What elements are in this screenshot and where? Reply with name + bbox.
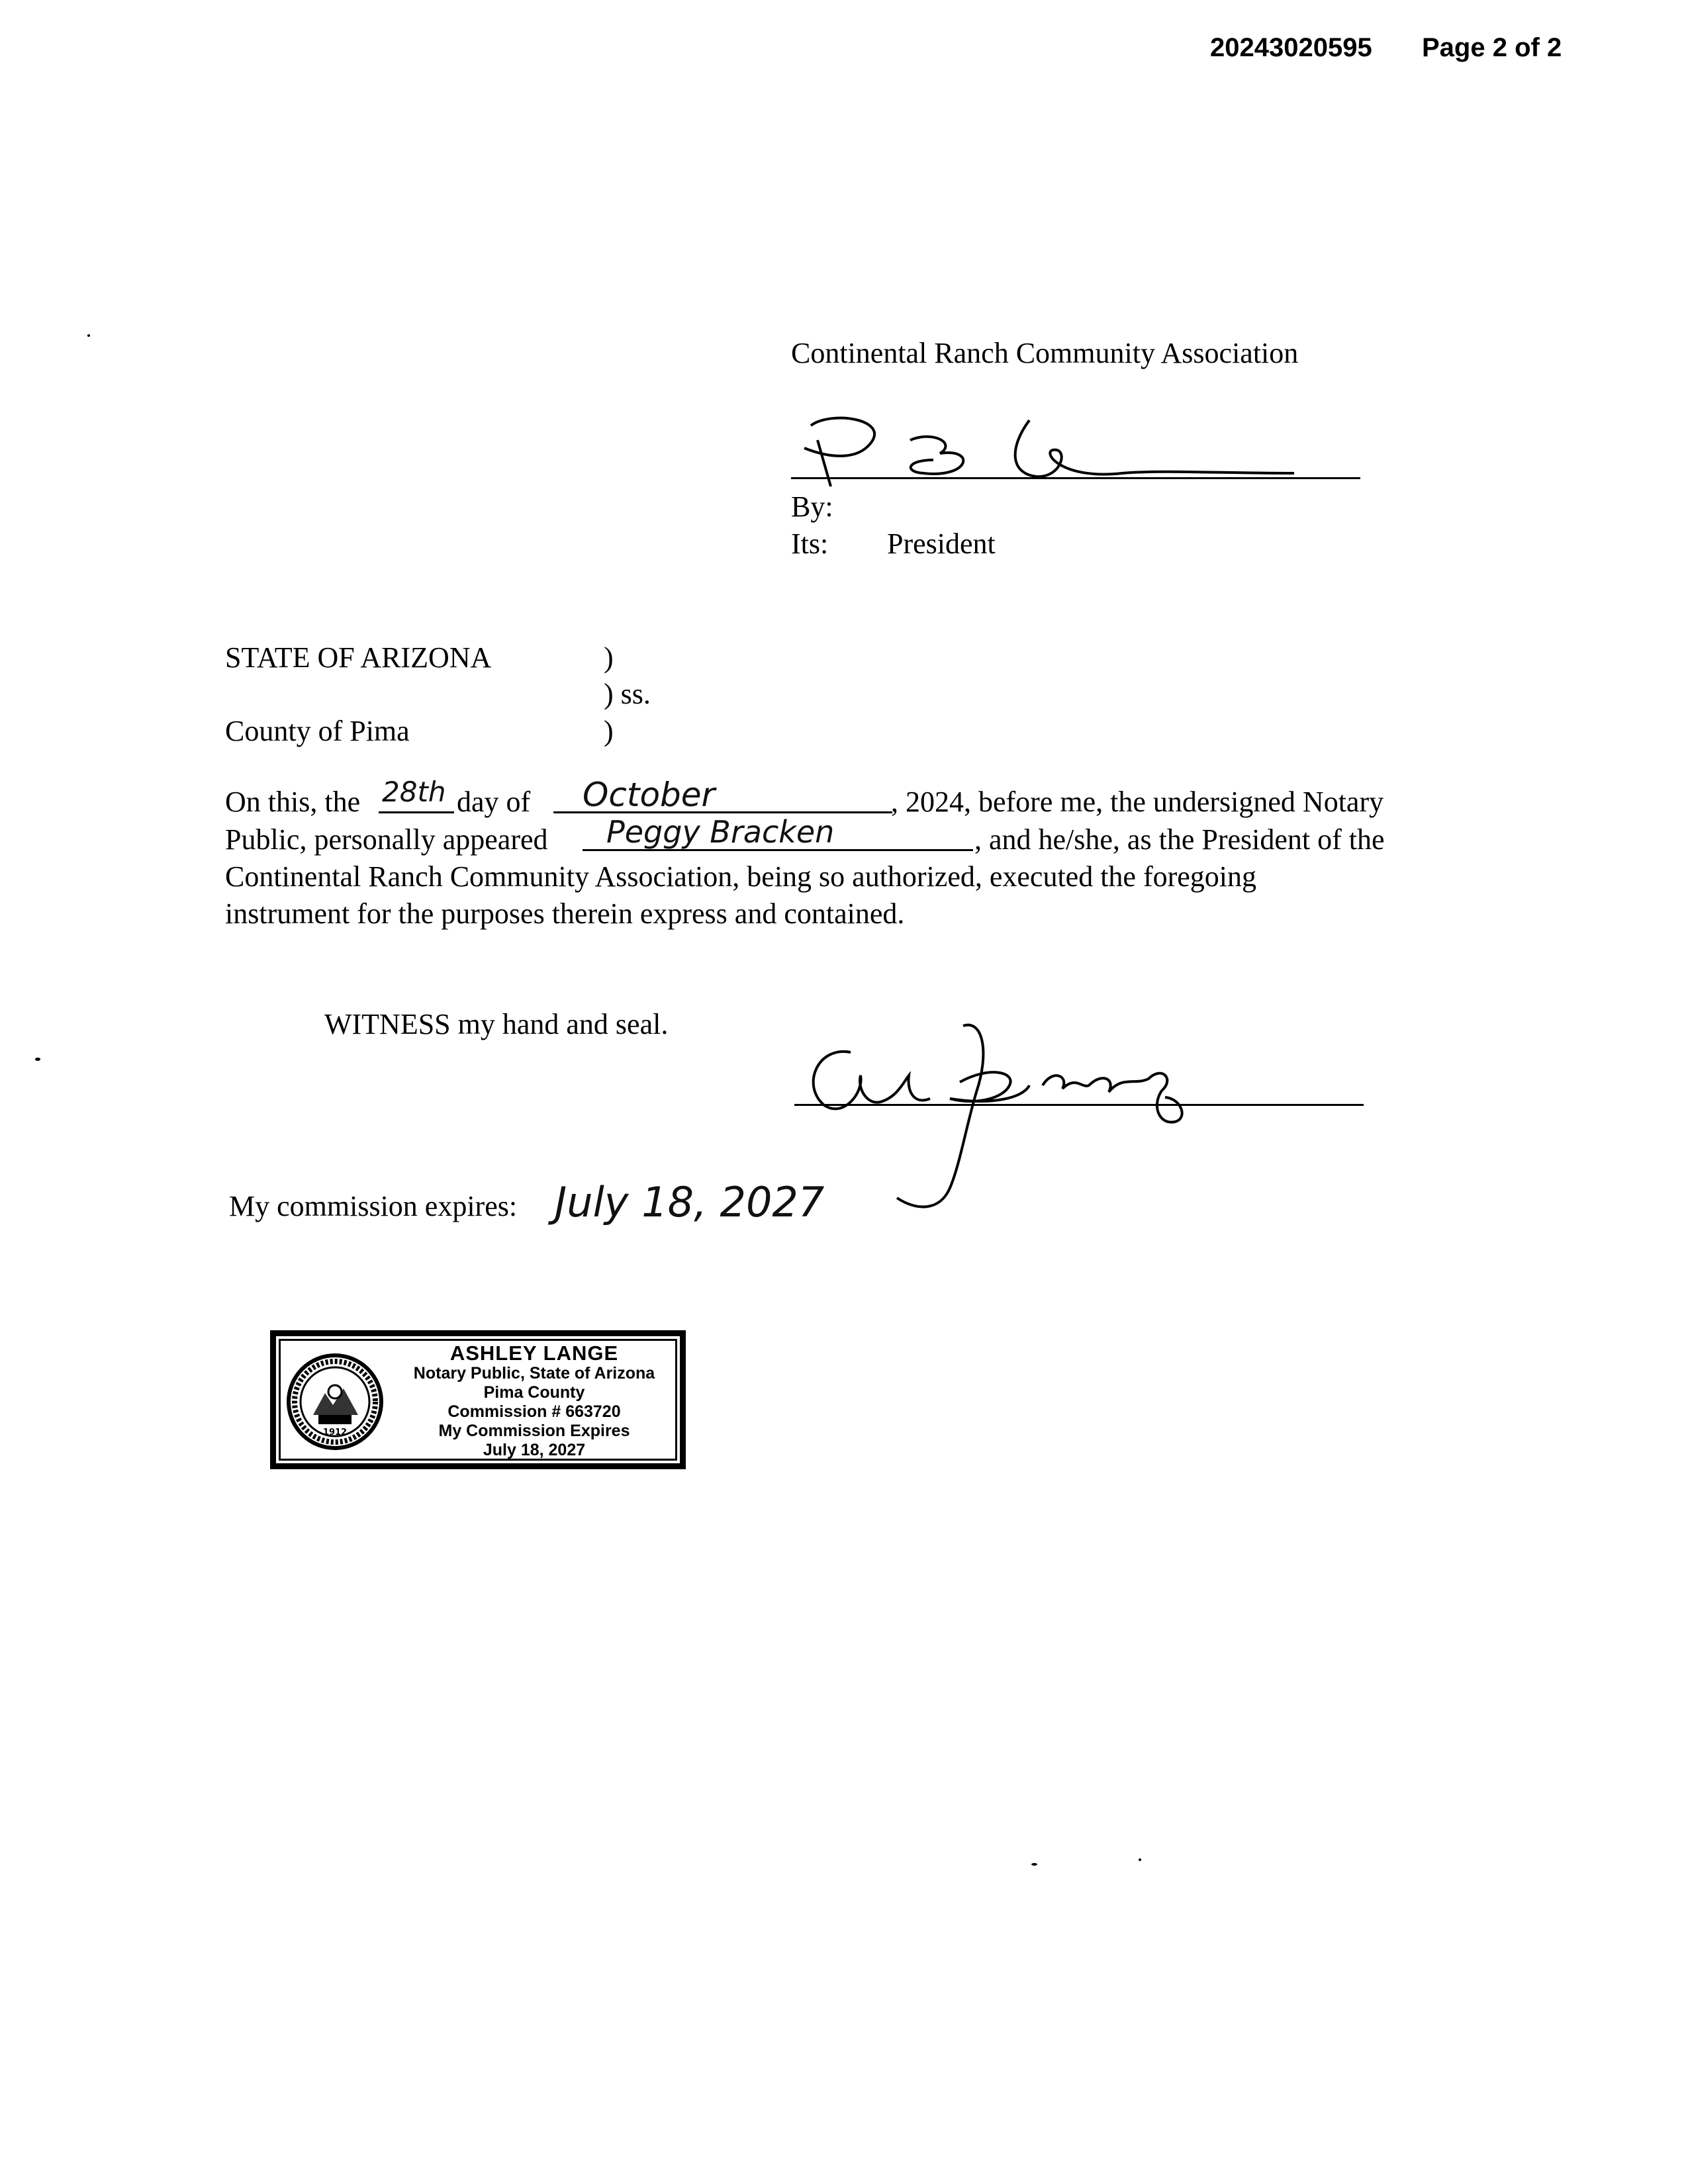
document-number: 20243020595 (1210, 33, 1372, 62)
ack-month-handwritten: October (583, 776, 716, 814)
its-label: Its: (791, 527, 829, 560)
stamp-line-4: My Commission Expires (438, 1422, 630, 1440)
stamp-line-1: Notary Public, State of Arizona (413, 1364, 655, 1383)
scan-speck (1031, 1863, 1037, 1866)
by-label: By: (791, 490, 833, 523)
ack-line2-suffix: , and he/she, as the President of the (974, 823, 1385, 856)
commission-date-handwritten: July 18, 2027 (555, 1178, 825, 1226)
stamp-line-2: Pima County (483, 1383, 585, 1402)
state-label: STATE OF ARIZONA (225, 641, 492, 674)
arizona-state-seal-icon (285, 1352, 385, 1451)
stamp-line-5: July 18, 2027 (483, 1441, 586, 1459)
county-label: County of Pima (225, 715, 410, 747)
notary-stamp (270, 1330, 686, 1469)
commission-label: My commission expires: (229, 1190, 518, 1222)
ack-line1-prefix: On this, the (225, 786, 361, 818)
ack-line4: instrument for the purposes therein express and contained. (225, 897, 905, 930)
association-name: Continental Ranch Community Association (791, 337, 1299, 369)
ack-line1-dayof: day of (457, 786, 531, 818)
scan-speck (87, 334, 90, 337)
notary-signature-line (794, 1104, 1364, 1106)
ack-line2-prefix: Public, personally appeared (225, 823, 548, 856)
its-title: President (887, 527, 996, 560)
venue-paren-3: ) (604, 715, 614, 747)
president-signature (791, 407, 1360, 500)
notary-signature (791, 1013, 1374, 1231)
witness-text: WITNESS my hand and seal. (324, 1008, 669, 1040)
ack-name-blank (583, 849, 973, 851)
ack-day-handwritten: 28th (382, 776, 446, 808)
seal-year: 1912 (322, 1428, 348, 1437)
signature-line (791, 477, 1360, 479)
venue-paren-1: ) (604, 641, 614, 674)
notary-signature-caption (794, 1112, 795, 1113)
stamp-line-3: Commission # 663720 (447, 1402, 621, 1421)
stamp-text-block (389, 1343, 680, 1460)
ack-line1-suffix: , 2024, before me, the undersigned Notary (891, 786, 1384, 818)
scan-speck (35, 1058, 40, 1061)
venue-ss: ) ss. (604, 678, 651, 710)
scan-speck (1139, 1858, 1141, 1861)
ack-day-blank (379, 811, 454, 813)
ack-name-handwritten: Peggy Bracken (606, 814, 835, 850)
stamp-notary-name: ASHLEY LANGE (449, 1342, 619, 1365)
ack-line3: Continental Ranch Community Association, being so authorized, executed the foregoing (225, 860, 1257, 893)
page-label: Page 2 of 2 (1422, 33, 1562, 62)
ack-month-blank (553, 811, 892, 813)
